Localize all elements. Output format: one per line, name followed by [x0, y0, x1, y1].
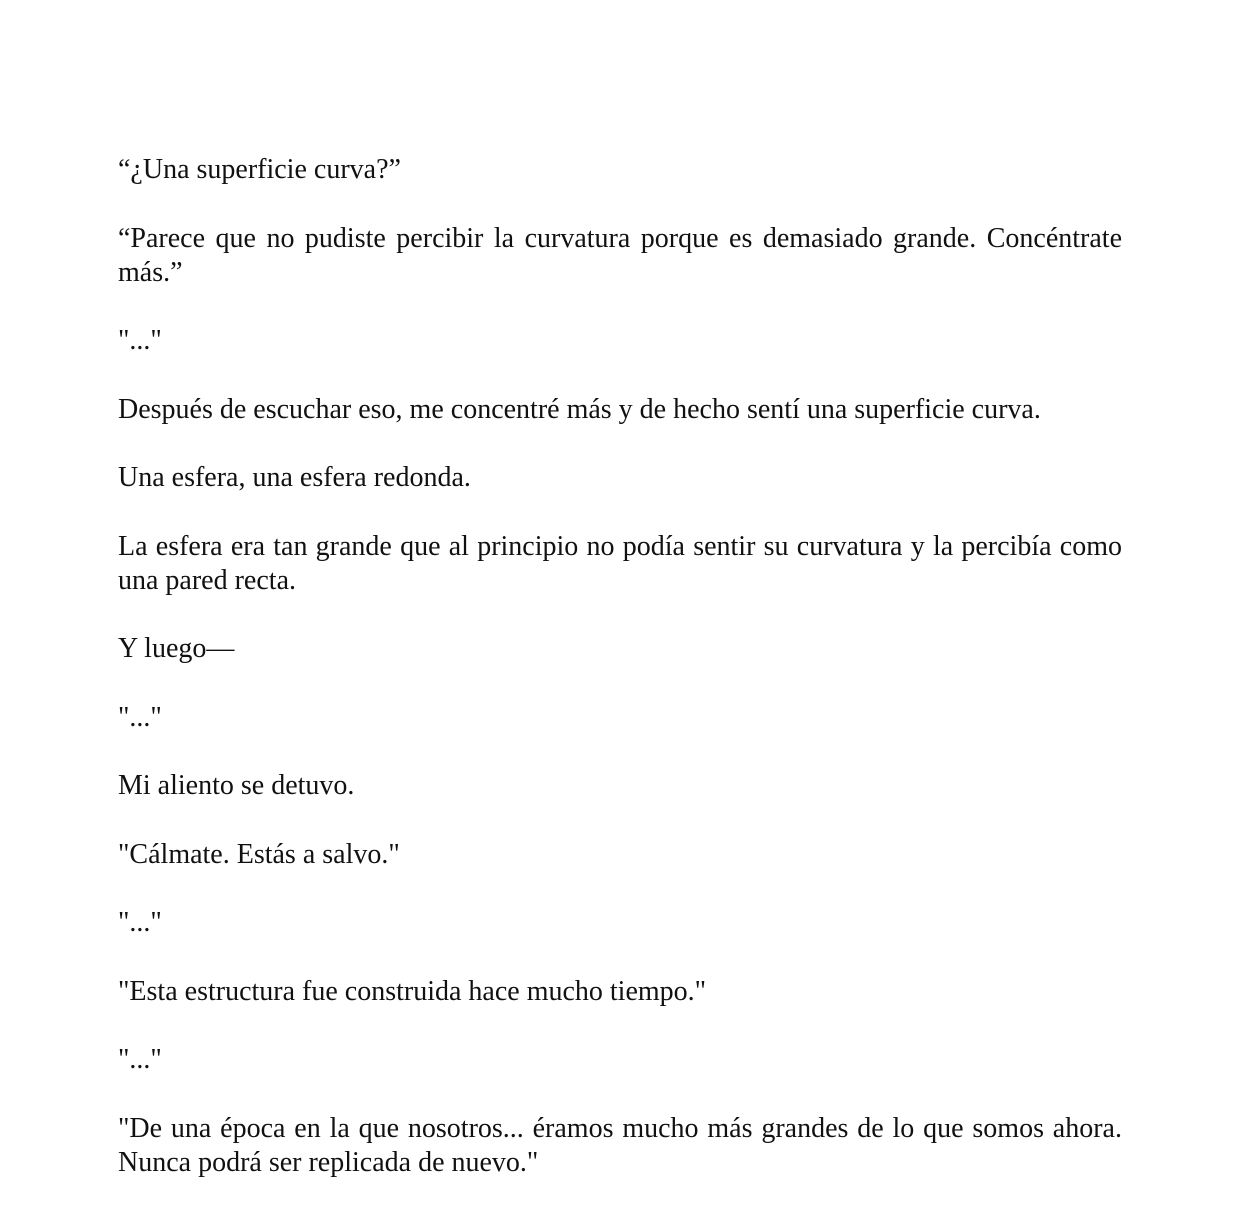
paragraph-14: "De una época en la que nosotros... éramos mucho más grandes de lo que somos ahora. Nunca podrá ser replicada de nuevo.": [118, 1112, 1122, 1178]
paragraph-3: "...": [118, 325, 162, 356]
paragraph-5: Una esfera, una esfera redonda.: [118, 462, 471, 493]
paragraph-13: "...": [118, 1044, 162, 1075]
paragraph-10: "Cálmate. Estás a salvo.": [118, 838, 400, 870]
paragraph-2: “Parece que no pudiste percibir la curvatura porque es demasiado grande. Concéntrate más.”: [118, 222, 1122, 288]
document-body: [118, 153, 1122, 1214]
paragraph-7: Y luego—: [118, 633, 235, 664]
paragraph-4: Después de escuchar eso, me concentré más y de hecho sentí una superficie curva.: [118, 393, 1041, 425]
paragraph-8: "...": [118, 701, 162, 733]
paragraph-11: "...": [118, 907, 162, 938]
paragraph-1: “¿Una superficie curva?”: [118, 154, 401, 185]
paragraph-9: Mi aliento se detuvo.: [118, 770, 355, 801]
paragraph-12: "Esta estructura fue construida hace mucho tiempo.": [118, 975, 707, 1007]
paragraph-6: La esfera era tan grande que al principio no podía sentir su curvatura y la percibía como una pared recta.: [118, 530, 1122, 596]
